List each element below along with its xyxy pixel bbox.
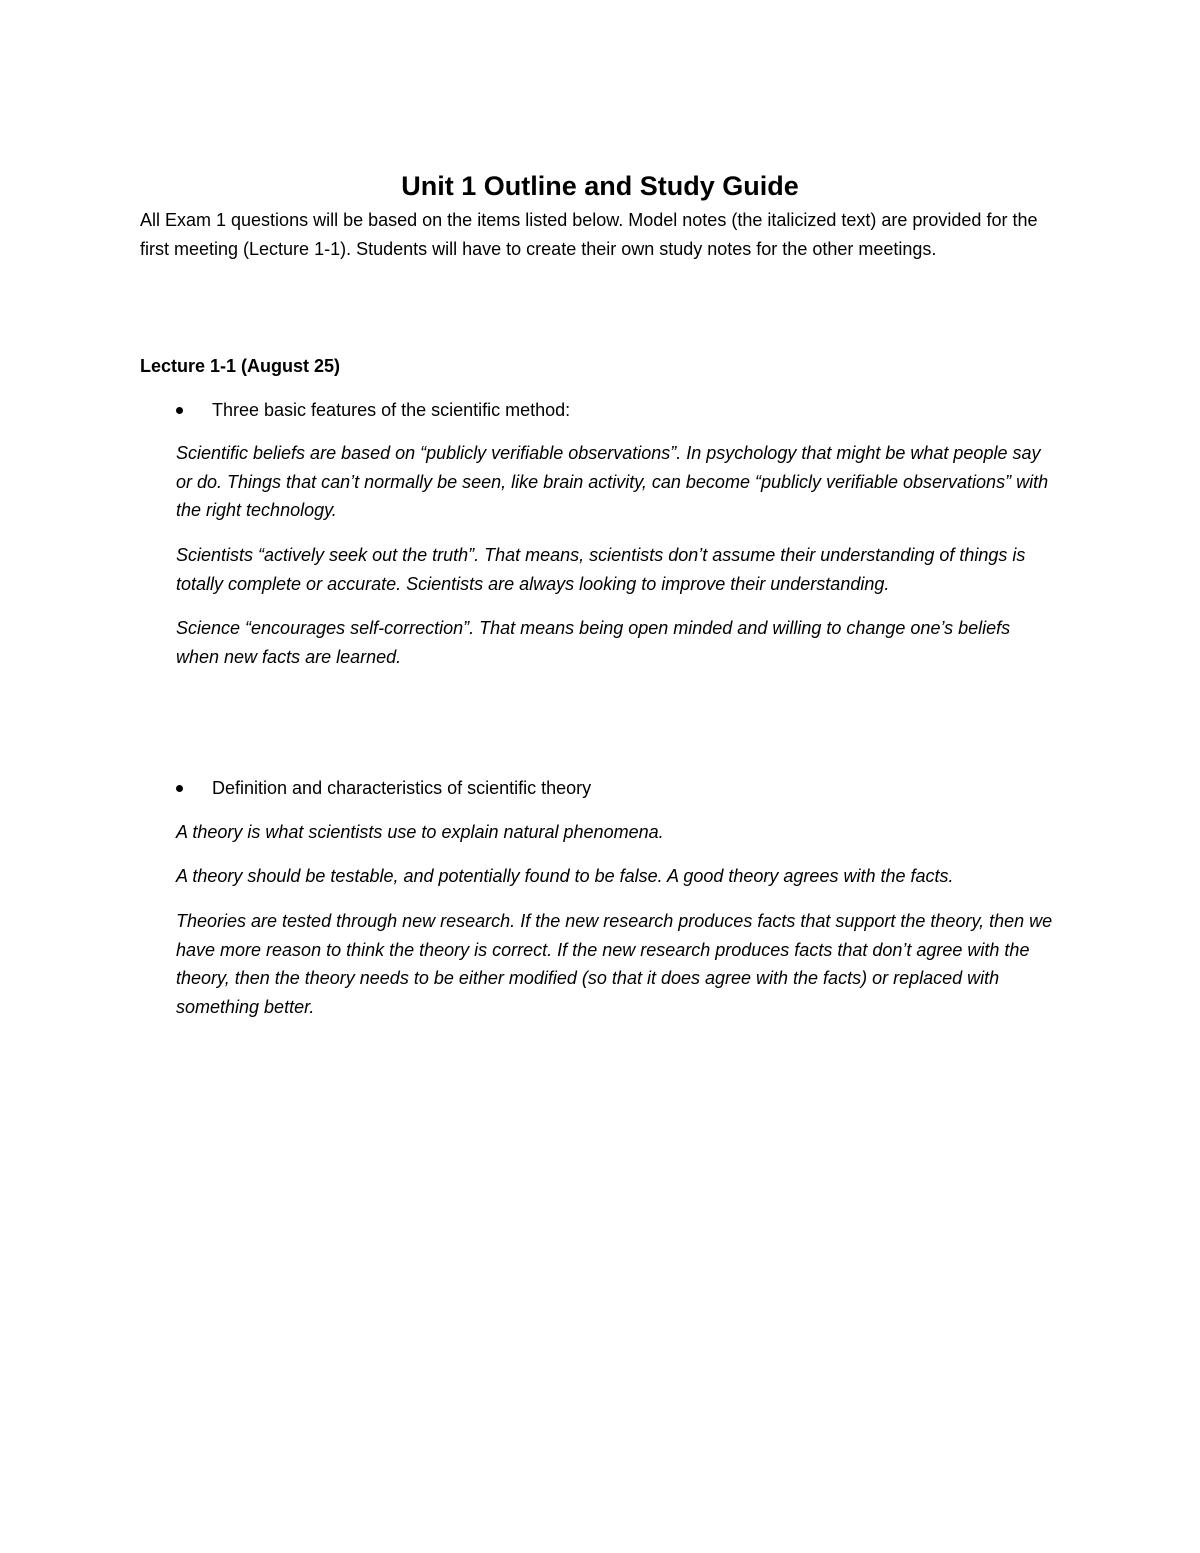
lecture-heading: Lecture 1-1 (August 25) [140, 356, 341, 376]
model-note [176, 862, 1056, 891]
topic-label: Three basic features of the scientific method: [212, 400, 571, 420]
model-note [176, 907, 1056, 1021]
note-text: Scientific beliefs are based on “publicly verifiable observations”. In psychology that might be what people say or do. Things that can’t normally be seen, like brain activity, can become “publicly verifiable observations” with the right technology. [176, 443, 1049, 520]
bullet-icon [176, 785, 183, 792]
topic-label: Definition and characteristics of scientific theory [212, 778, 592, 798]
model-note [176, 439, 1056, 525]
model-note [176, 541, 1056, 598]
note-text: Scientists “actively seek out the truth”. That means, scientists don’t assume their understanding of things is totally complete or accurate. Scientists are always looking to improve their understanding. [176, 545, 1026, 594]
intro-text: All Exam 1 questions will be based on the items listed below. Model notes (the italicized text) are provided for the first meeting (Lecture 1-1). Students will have to create their own study notes for the other meetings. [140, 210, 1038, 259]
bullet-icon [176, 407, 183, 414]
intro-paragraph [140, 206, 1050, 264]
note-text: A theory should be testable, and potentially found to be false. A good theory agrees with the facts. [176, 866, 954, 886]
model-note [176, 614, 1056, 671]
document-title: Unit 1 Outline and Study Guide [401, 171, 799, 201]
note-text: A theory is what scientists use to explain natural phenomena. [176, 822, 664, 842]
note-text: Science “encourages self-correction”. That means being open minded and willing to change one’s beliefs when new facts are learned. [176, 618, 1011, 667]
note-text: Theories are tested through new research. If the new research produces facts that support the theory, then we have more reason to think the theory is correct. If the new research produces facts that don’t agree with the theory, then the theory needs to be either modified (so that it does agree with the facts) or replaced with something better. [176, 911, 1053, 1017]
model-note [176, 818, 1056, 847]
